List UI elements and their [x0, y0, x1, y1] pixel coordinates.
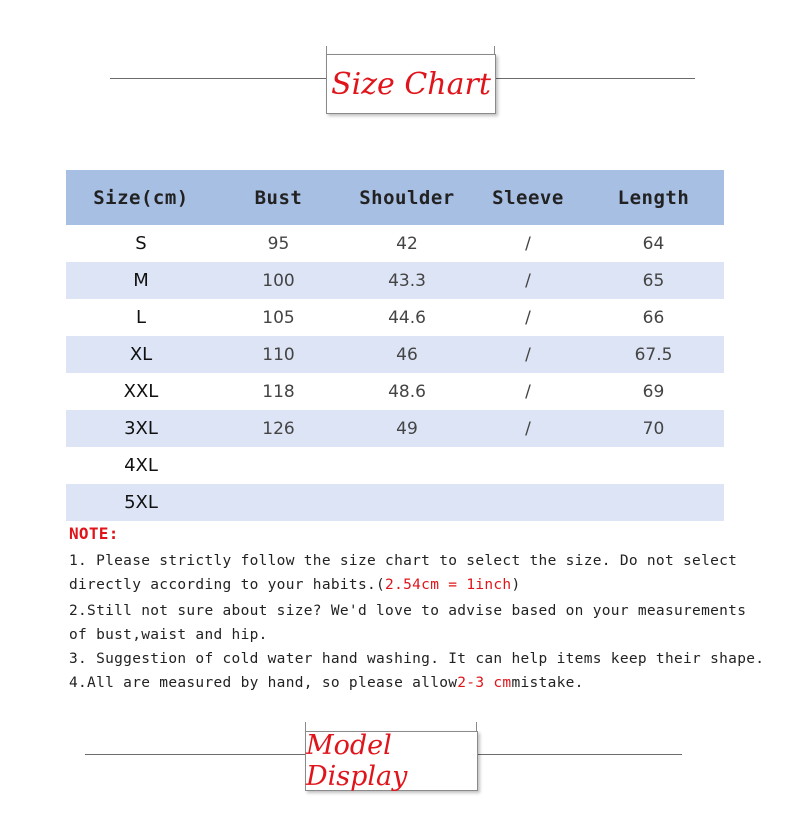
cell-sleeve: / [473, 262, 583, 299]
cell-length: 65 [583, 262, 724, 299]
cell-bust: 118 [262, 381, 295, 402]
cell-bust: 110 [216, 336, 341, 373]
cell-sleeve [473, 447, 583, 484]
table-row [66, 447, 724, 484]
cell-bust [216, 447, 341, 484]
cell-sleeve: / [473, 336, 583, 373]
cell-bust: 95 [267, 233, 290, 254]
cell-shoulder: 43.3 [341, 262, 473, 299]
note-1-conversion: 2.54cm = 1inch [385, 577, 512, 593]
cell-shoulder: 42 [396, 233, 418, 254]
note-4-tolerance: 2-3 cm [457, 675, 512, 691]
cell-shoulder: 46 [341, 336, 473, 373]
table-row [66, 262, 724, 299]
cell-sleeve [473, 484, 583, 521]
cell-length: 69 [642, 381, 665, 402]
table-header-row [66, 170, 724, 225]
cell-length [583, 484, 724, 521]
cell-bust [216, 484, 341, 521]
size-chart-title [326, 54, 496, 114]
header-rule-right [495, 78, 695, 79]
model-display-title-text: Model Display [306, 730, 408, 792]
column-header-shoulder: Shoulder [341, 170, 473, 225]
cell-bust: 100 [216, 262, 341, 299]
column-header-length: Length [583, 170, 724, 225]
cell-bust: 126 [216, 410, 341, 447]
cell-sleeve: / [473, 410, 583, 447]
note-3-text: 3. Suggestion of cold water hand washing. It can help items keep their shape. [69, 651, 765, 667]
table-row [66, 299, 724, 336]
cell-size: L [135, 307, 147, 328]
cell-shoulder: 49 [341, 410, 473, 447]
cell-bust: 105 [262, 307, 295, 328]
cell-sleeve: / [525, 307, 531, 328]
cell-size: XXL [123, 381, 159, 402]
cell-shoulder [341, 447, 473, 484]
cell-length: 66 [642, 307, 665, 328]
note-1-line-1 [69, 549, 769, 573]
cell-size: S [135, 233, 147, 254]
cell-sleeve: / [525, 233, 531, 254]
cell-length: 64 [642, 233, 665, 254]
cell-sleeve: / [525, 381, 531, 402]
note-4-text: 4.All are measured by hand, so please allow [69, 675, 458, 691]
table-row [66, 373, 724, 410]
cell-shoulder: 44.6 [388, 307, 426, 328]
column-header-size: Size(cm) [66, 170, 216, 225]
note-2-line-1 [69, 599, 769, 623]
column-header-bust: Bust [216, 170, 341, 225]
column-header-sleeve: Sleeve [473, 170, 583, 225]
size-table [66, 170, 724, 521]
note-1-text-cont: directly according to your habits.( [69, 577, 386, 593]
cell-shoulder [341, 484, 473, 521]
note-4-text-end: mistake. [511, 675, 584, 691]
cell-size: M [66, 262, 216, 299]
cell-size: XL [66, 336, 216, 373]
table-row [66, 336, 724, 373]
footer-rule-left [85, 754, 305, 755]
note-3 [69, 647, 769, 671]
cell-shoulder: 48.6 [388, 381, 426, 402]
note-2-line-2 [69, 623, 769, 647]
note-1-line-2 [69, 573, 769, 597]
table-row [66, 225, 724, 262]
table-row [66, 410, 724, 447]
table-row [66, 484, 724, 521]
cell-length: 70 [583, 410, 724, 447]
note-2-text: 2.Still not sure about size? We'd love to advise based on your measurements [69, 603, 747, 619]
note-1-close-paren: ) [511, 577, 521, 593]
note-2-text-cont: of bust,waist and hip. [69, 627, 268, 643]
size-chart-title-text: Size Chart [331, 66, 491, 102]
cell-size: 3XL [66, 410, 216, 447]
cell-length: 67.5 [583, 336, 724, 373]
model-display-title [305, 731, 478, 791]
footer-rule-right [476, 754, 682, 755]
cell-size: 4XL [124, 455, 158, 476]
notes-section [69, 524, 769, 695]
notes-title: NOTE: [69, 524, 119, 543]
cell-size: 5XL [66, 484, 216, 521]
note-1-text: 1. Please strictly follow the size chart to select the size. Do not select [69, 553, 738, 569]
header-rule-left [110, 78, 326, 79]
note-4 [69, 671, 769, 695]
cell-length [583, 447, 724, 484]
